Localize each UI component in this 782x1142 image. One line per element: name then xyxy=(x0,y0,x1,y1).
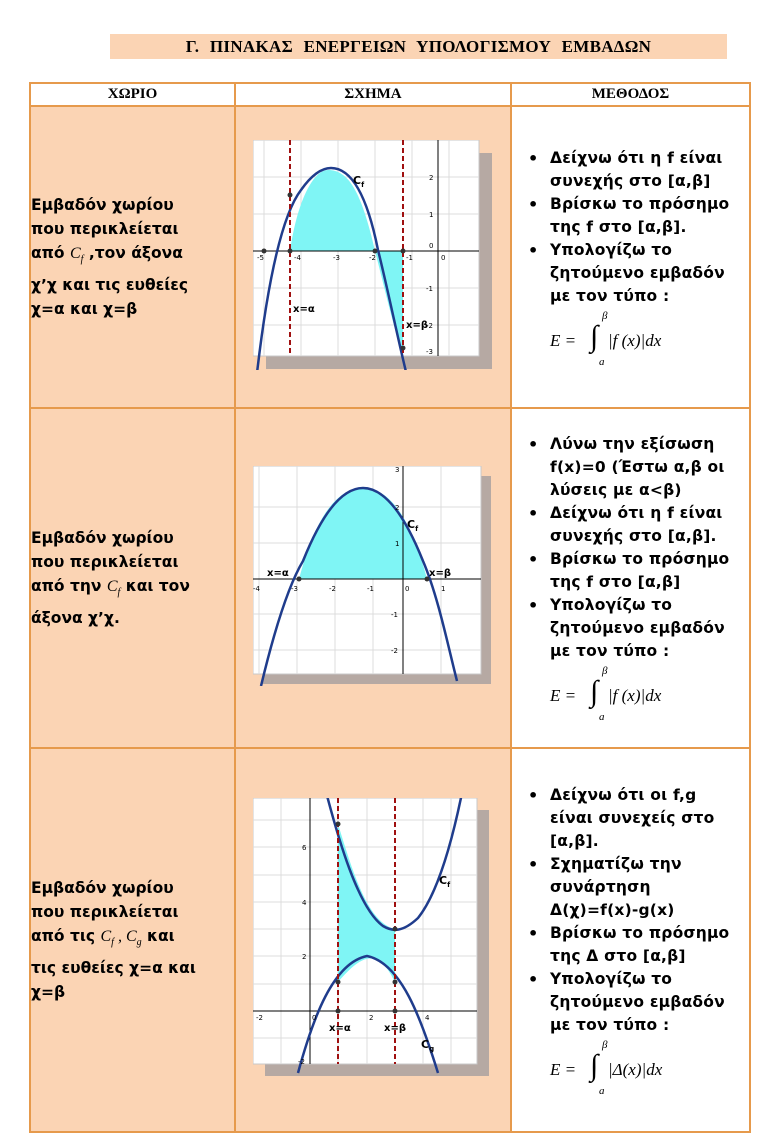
list-item: • Υπολογίζω το ζητούμενο εμβαδόν με τον τύπο : xyxy=(532,594,743,663)
actions-table xyxy=(29,82,751,1133)
tick-label: 2 xyxy=(302,953,307,961)
region-line: χ=β xyxy=(31,982,66,1001)
tick-label: 1 xyxy=(429,211,434,219)
region-cell xyxy=(30,748,235,1132)
formula-lower-limit: a xyxy=(599,355,605,368)
header-region: ΧΩΡΙΟ xyxy=(30,83,235,106)
area-formula xyxy=(550,1038,749,1097)
region-line: που περικλείεται xyxy=(31,903,179,922)
region-line xyxy=(31,241,234,272)
header-method: ΜΕΘΟΔΟΣ xyxy=(511,83,750,106)
formula-upper-limit: β xyxy=(602,1038,608,1051)
line-a-label: x=α xyxy=(293,304,315,315)
list-item: • Λύνω την εξίσωση f(x)=0 (Έστω α,β οι λύσεις με α<β) xyxy=(532,433,743,502)
line-b-label: x=β xyxy=(406,320,428,331)
region-line: τις ευθείες χ=α και xyxy=(31,958,196,977)
formula-upper-limit: β xyxy=(602,665,608,677)
tick-label: -1 xyxy=(391,611,398,619)
tick-label: 1 xyxy=(395,540,400,548)
list-item: • Βρίσκω το πρόσημο της Δ στο [α,β] xyxy=(532,922,743,968)
tick-label: 0 xyxy=(312,1014,317,1022)
region-line: χ’χ και τις ευθείες xyxy=(31,275,189,294)
region-line xyxy=(31,574,234,605)
tick-label: 3 xyxy=(395,466,400,474)
region-line: Εμβαδόν χωρίου xyxy=(31,879,174,898)
tick-label: 4 xyxy=(425,1014,430,1022)
region-line: χ=α και χ=β xyxy=(31,299,138,318)
curve-label: $C_f$ xyxy=(353,174,365,189)
tick-label: -4 xyxy=(253,585,260,593)
tick-label: 2 xyxy=(395,504,400,512)
curve-symbol: $C_f$ xyxy=(69,245,84,266)
line-b-label: x=β xyxy=(384,1023,406,1034)
region-line: Εμβαδόν χωρίου xyxy=(31,529,174,548)
list-item: • Υπολογίζω το ζητούμενο εμβαδόν με τον τύπο : xyxy=(532,239,743,308)
graph-1 xyxy=(253,140,493,370)
tick-label: 0 xyxy=(429,242,434,250)
area-formula xyxy=(550,665,749,723)
list-item: • Δείχνω ότι η f είναι συνεχής στο [α,β] xyxy=(532,147,743,193)
tick-label: -1 xyxy=(367,585,374,593)
tick-label: -2 xyxy=(391,647,398,655)
tick-label: 1 xyxy=(441,585,446,593)
curve-label-f: $C_f$ xyxy=(439,874,451,889)
graph-3 xyxy=(253,798,493,1078)
tick-label: -2 xyxy=(298,1058,305,1066)
tick-label: -2 xyxy=(329,585,336,593)
region-line xyxy=(31,924,234,955)
curve-symbol: $C_g$ xyxy=(125,928,142,949)
page-title-text: Γ. ΠΙΝΑΚΑΣ ΕΝΕΡΓΕΙΩΝ ΥΠΟΛΟΓΙΣΜΟΥ ΕΜΒΑΔΩΝ xyxy=(185,36,652,56)
region-text: από xyxy=(31,244,70,263)
header-shape: ΣΧΗΜΑ xyxy=(235,83,511,106)
formula-integrand: |Δ(x)|dx xyxy=(608,1059,663,1079)
curve-label-g: $C_g$ xyxy=(421,1038,435,1053)
list-item: • Υπολογίζω το ζητούμενο εμβαδόν με τον τύπο : xyxy=(532,968,743,1037)
area-formula xyxy=(550,309,749,368)
tick-label: 0 xyxy=(405,585,410,593)
tick-label: -2 xyxy=(369,254,376,262)
table-header-row xyxy=(30,83,750,106)
region-text: ,τον άξονα xyxy=(83,244,183,263)
line-a-label: x=α xyxy=(267,568,289,579)
region-text: και τον xyxy=(120,577,190,596)
formula-lhs: E = xyxy=(550,1059,577,1079)
region-line: άξονα χ’χ. xyxy=(31,608,120,627)
graph-2 xyxy=(253,466,493,686)
table-row xyxy=(30,748,750,1132)
curve-label: $C_f$ xyxy=(407,518,419,533)
curve-symbol: $C_f$ xyxy=(100,928,114,949)
shape-cell xyxy=(235,106,511,408)
tick-label: 4 xyxy=(302,899,307,907)
region-text: από την xyxy=(31,577,107,596)
region-cell xyxy=(30,408,235,748)
tick-label: -5 xyxy=(257,254,264,262)
tick-label: -3 xyxy=(333,254,340,262)
steps-list xyxy=(512,433,749,663)
tick-label: 6 xyxy=(302,844,307,852)
tick-label: 0 xyxy=(441,254,446,262)
formula-integrand: |f (x)|dx xyxy=(608,330,662,350)
page-title xyxy=(110,34,727,59)
method-cell xyxy=(511,748,750,1132)
steps-list xyxy=(512,147,749,308)
region-cell xyxy=(30,106,235,408)
formula-lower-limit: a xyxy=(599,1084,605,1097)
line-b-label: x=β xyxy=(429,568,451,579)
region-text: και xyxy=(141,927,175,946)
line-a-label: x=α xyxy=(329,1023,351,1034)
tick-label: -2 xyxy=(426,322,433,330)
table-row xyxy=(30,106,750,408)
region-line: Εμβαδόν χωρίου xyxy=(31,196,174,215)
shape-cell xyxy=(235,748,511,1132)
list-item: • Δείχνω ότι οι f,g είναι συνεχείς στο [α,β]. xyxy=(532,784,743,853)
integral-sign: ∫ xyxy=(590,319,599,353)
tick-label: 2 xyxy=(429,174,434,182)
tick-label: -1 xyxy=(426,285,433,293)
integral-sign: ∫ xyxy=(590,675,599,708)
formula-lhs: E = xyxy=(550,330,577,350)
tick-label: -3 xyxy=(426,348,433,356)
formula-lower-limit: a xyxy=(599,711,605,723)
tick-label: -3 xyxy=(291,585,298,593)
list-item: • Βρίσκω το πρόσημο της f στο [α,β]. xyxy=(532,193,743,239)
method-cell xyxy=(511,408,750,748)
tick-label: -2 xyxy=(256,1014,263,1022)
formula-lhs: E = xyxy=(550,686,577,705)
list-item: • Δείχνω ότι η f είναι συνεχής στο [α,β]. xyxy=(532,502,743,548)
formula-upper-limit: β xyxy=(602,309,608,322)
method-cell xyxy=(511,106,750,408)
curve-symbol: $C_f$ xyxy=(106,578,121,599)
tick-label: -1 xyxy=(406,254,413,262)
integral-sign: ∫ xyxy=(590,1048,599,1082)
formula-integrand: |f (x)|dx xyxy=(608,686,662,705)
list-item: • Σχηματίζω την συνάρτηση Δ(χ)=f(x)-g(x) xyxy=(532,853,743,922)
region-text: , xyxy=(113,928,126,946)
steps-list xyxy=(512,784,749,1037)
tick-label: 2 xyxy=(369,1014,374,1022)
region-line: που περικλείεται xyxy=(31,220,179,239)
region-line: που περικλείεται xyxy=(31,553,179,572)
list-item: • Βρίσκω το πρόσημο της f στο [α,β] xyxy=(532,548,743,594)
table-row xyxy=(30,408,750,748)
region-text: από τις xyxy=(31,927,101,946)
shape-cell xyxy=(235,408,511,748)
tick-label: -4 xyxy=(294,254,301,262)
